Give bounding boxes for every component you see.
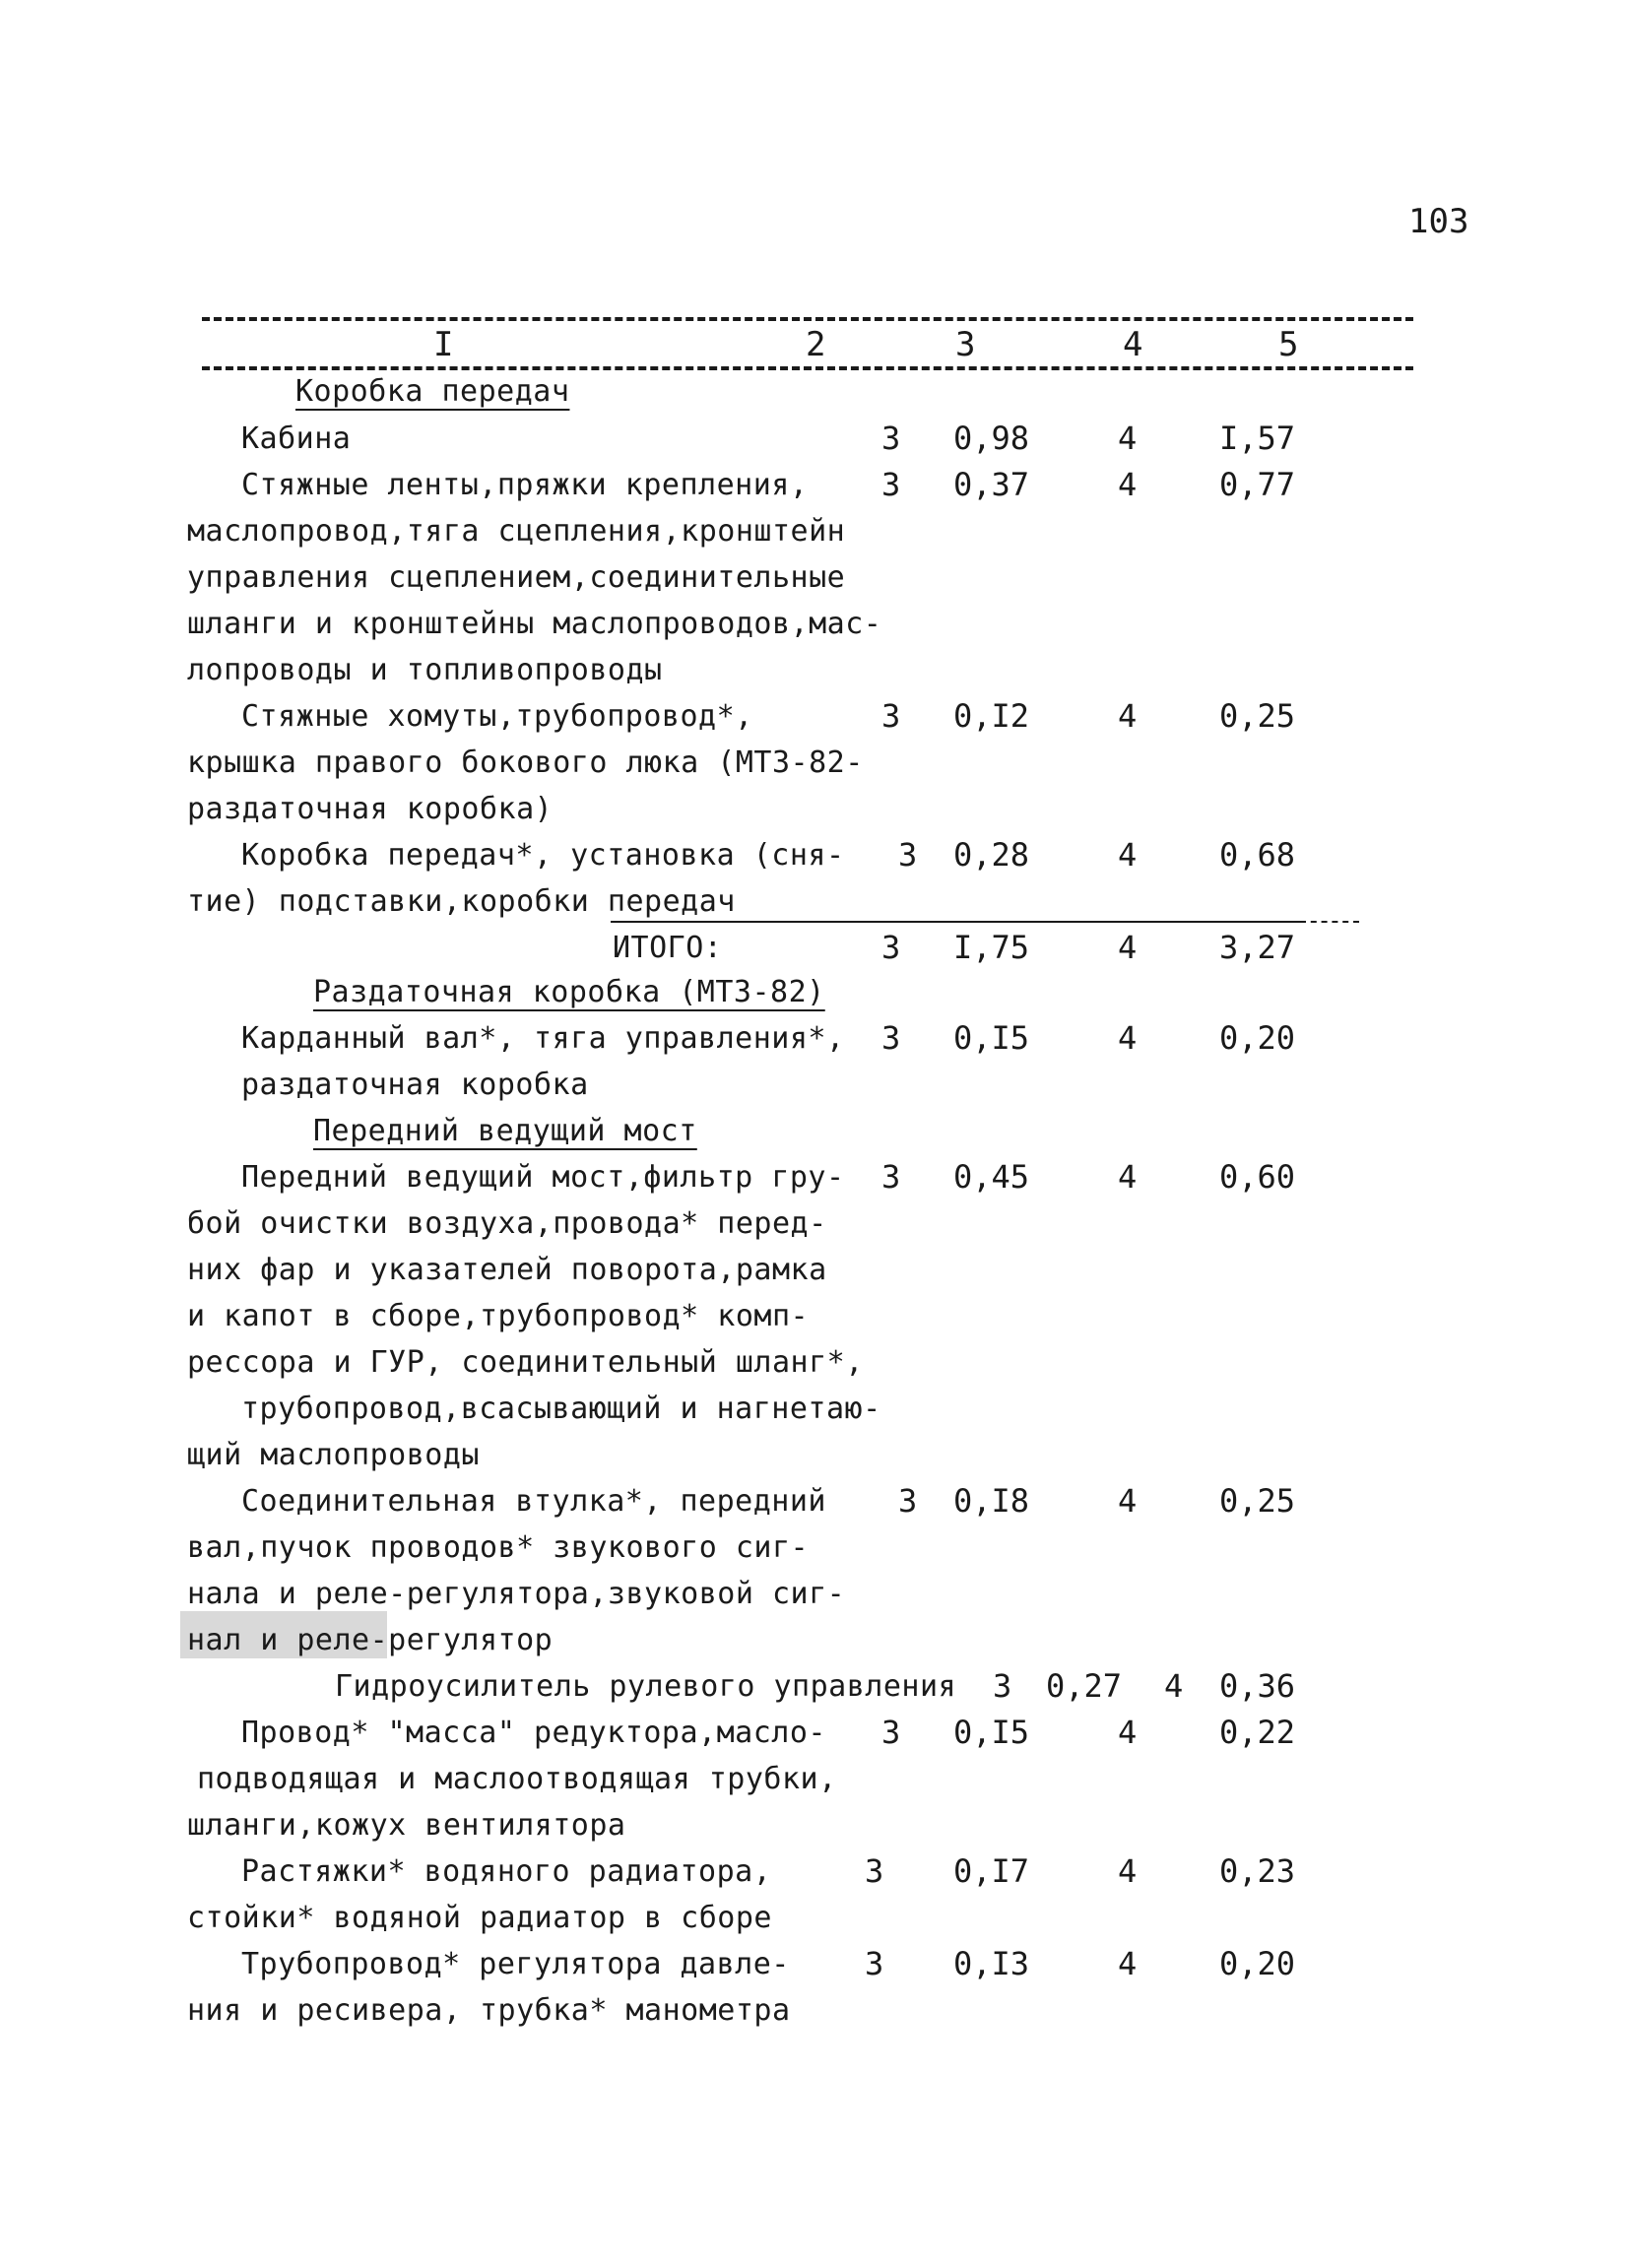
row-col-2: 3 [881,466,901,503]
row-text: Стяжные ленты,пряжки крепления, [241,468,809,502]
header-col-3: 3 [955,325,976,364]
row-text: маслопровод,тяга сцепления,кронштейн [187,514,846,549]
row-col-5: 0,25 [1219,1482,1296,1520]
row-col-5: 0,60 [1219,1158,1296,1196]
row-col-3: 0,27 [1046,1667,1123,1705]
row-col-3: 0,I5 [953,1019,1030,1057]
row-col-5: 0,25 [1219,697,1296,735]
row-text: бой очистки воздуха,провода* перед- [187,1206,827,1241]
row-col-2: 3 [881,697,901,735]
header-top-rule [202,317,1413,321]
row-col-2: 3 [898,1482,918,1520]
row-col-3: I,75 [953,929,1030,966]
row-text: Трубопровод* регулятора давле- [241,1947,790,1981]
row-text: них фар и указателей поворота,рамка [187,1253,827,1287]
row-col-5: 0,20 [1219,1945,1296,1982]
row-col-4: 4 [1118,466,1138,503]
row-text: и капот в сборе,трубопровод* комп- [187,1299,810,1333]
row-col-2: 3 [865,1945,884,1982]
row-col-5: 0,36 [1219,1667,1296,1705]
row-text: шланги,кожух вентилятора [187,1808,626,1843]
row-text: тие) подставки,коробки передач [187,884,736,919]
row-text: лопроводы и топливопроводы [187,653,663,687]
row-col-3: 0,I8 [953,1482,1030,1520]
row-text: крышка правого бокового люка (МТЗ-82- [187,745,864,780]
row-text: рессора и ГУР, соединительный шланг*, [187,1345,864,1380]
row-text: Коробка передач*, установка (сня- [241,838,845,873]
row-col-3: 0,I2 [953,697,1030,735]
row-text: нал и реле-регулятор [187,1623,554,1657]
row-col-3: 0,37 [953,466,1030,503]
row-col-4: 4 [1118,1714,1138,1751]
row-col-5: 0,20 [1219,1019,1296,1057]
row-col-2: 3 [881,1714,901,1751]
header-col-1: I [433,325,454,364]
total-rule-tail [1300,921,1359,923]
row-col-2: 3 [865,1852,884,1890]
row-col-3: 0,98 [953,420,1030,457]
row-col-3: 0,28 [953,836,1030,874]
total-rule [611,921,1300,923]
total-label: ИТОГО: [613,931,723,965]
row-col-4: 4 [1118,697,1138,735]
row-text: Гидроусилитель рулевого управления [335,1669,957,1704]
row-col-4: 4 [1118,1158,1138,1196]
row-text: Кабина [241,421,352,456]
row-text: ния и ресивера, трубка* манометра [187,1993,791,2028]
row-col-4: 4 [1118,929,1138,966]
header-bottom-rule [202,366,1413,370]
row-col-2: 3 [881,929,901,966]
row-col-4: 4 [1118,1945,1138,1982]
row-text: Передний ведущий мост,фильтр гру- [241,1160,845,1195]
header-col-2: 2 [806,325,826,364]
header-col-5: 5 [1278,325,1299,364]
section-title-front-axle: Передний ведущий мост [313,1114,697,1148]
row-col-2: 3 [898,836,918,874]
row-text: Соединительная втулка*, передний [241,1484,826,1519]
row-col-5: 0,22 [1219,1714,1296,1751]
row-col-3: 0,I3 [953,1945,1030,1982]
row-text: трубопровод,всасывающий и нагнетаю- [241,1392,881,1426]
row-text: щий маслопроводы [187,1438,480,1472]
row-text: нала и реле-регулятора,звуковой сиг- [187,1577,846,1611]
row-col-5: 0,77 [1219,466,1296,503]
row-col-2: 3 [881,1019,901,1057]
row-col-4: 4 [1118,1852,1138,1890]
row-text: стойки* водяной радиатор в сборе [187,1901,772,1935]
row-col-2: 3 [881,420,901,457]
row-col-3: 0,I5 [953,1714,1030,1751]
row-col-4: 4 [1118,420,1138,457]
section-title-gearbox: Коробка передач [295,374,570,409]
row-text: Карданный вал*, тяга управления*, [241,1021,845,1056]
row-text: вал,пучок проводов* звукового сиг- [187,1530,810,1565]
row-col-2: 3 [993,1667,1012,1705]
page-number: 103 [1408,202,1469,241]
section-title-transfer: Раздаточная коробка (МТЗ-82) [313,975,825,1009]
row-text: подводящая и маслоотводящая трубки, [197,1762,837,1796]
row-text: раздаточная коробка [241,1068,589,1102]
row-col-5: I,57 [1219,420,1296,457]
row-text: Провод* "масса" редуктора,масло- [241,1716,826,1750]
header-col-4: 4 [1123,325,1143,364]
row-text: раздаточная коробка) [187,792,554,826]
row-col-4: 4 [1118,836,1138,874]
row-col-4: 4 [1118,1019,1138,1057]
row-col-5: 0,68 [1219,836,1296,874]
row-col-5: 3,27 [1219,929,1296,966]
row-col-3: 0,45 [953,1158,1030,1196]
row-text: управления сцеплением,соединительные [187,560,846,595]
row-text: Стяжные хомуты,трубопровод*, [241,699,753,734]
row-col-4: 4 [1118,1482,1138,1520]
row-text: шланги и кронштейны маслопроводов,мас- [187,607,882,641]
row-col-4: 4 [1164,1667,1184,1705]
row-text: Растяжки* водяного радиатора, [241,1854,772,1889]
row-col-3: 0,I7 [953,1852,1030,1890]
row-col-5: 0,23 [1219,1852,1296,1890]
row-col-2: 3 [881,1158,901,1196]
